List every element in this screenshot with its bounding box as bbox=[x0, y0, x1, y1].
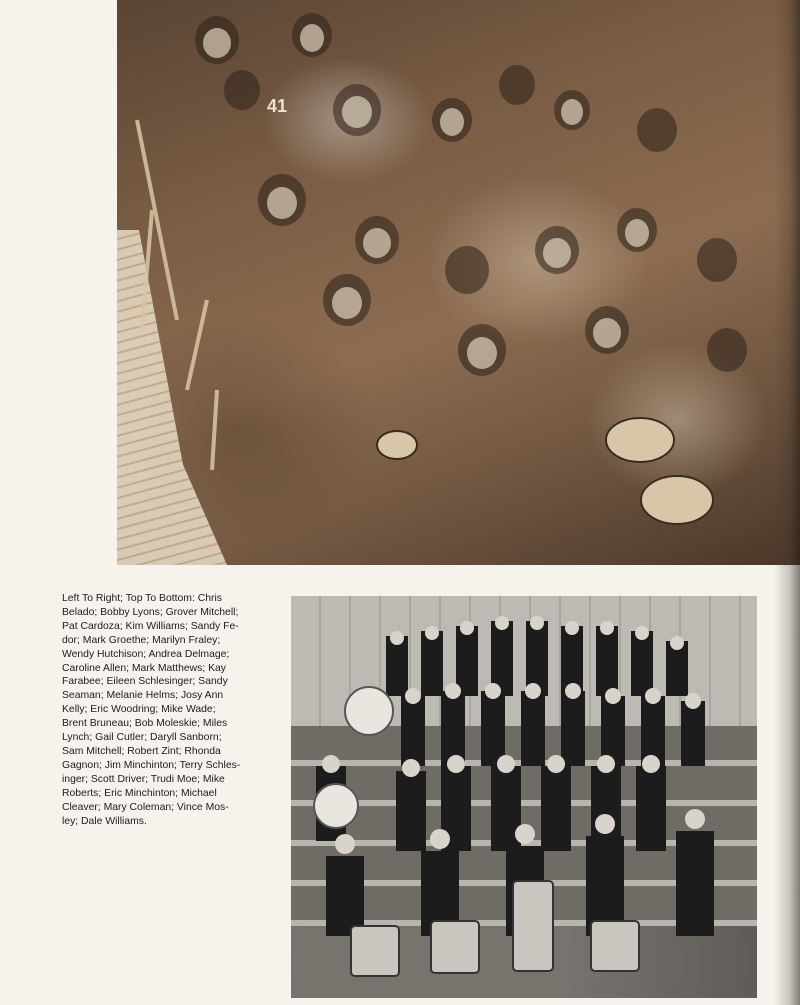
caption-line: ley; Dale Williams. bbox=[62, 815, 147, 827]
band-formal-photo bbox=[291, 596, 757, 998]
caption-line: Roberts; Eric Minchinton; Michael bbox=[62, 787, 217, 799]
page-gutter-shadow bbox=[774, 0, 800, 1005]
caption-line: Left To Right; Top To Bottom: Chris bbox=[62, 593, 222, 604]
caption-line: dor; Mark Groethe; Marilyn Fraley; bbox=[62, 634, 221, 646]
caption-line: Kelly; Eric Woodring; Mike Wade; bbox=[62, 704, 216, 716]
jersey-number: 41 bbox=[267, 96, 288, 116]
caption-line: Pat Cardoza; Kim Williams; Sandy Fe- bbox=[62, 620, 239, 632]
caption-line: Farabee; Eileen Schlesinger; Sandy bbox=[62, 676, 228, 688]
caption-line: Caroline Allen; Mark Matthews; Kay bbox=[62, 662, 227, 674]
crowd-silhouettes bbox=[117, 0, 800, 565]
caption-line: inger; Scott Driver; Trudi Moe; Mike bbox=[62, 773, 225, 785]
photo-caption bbox=[62, 592, 287, 828]
caption-line: Lynch; Gail Cutler; Daryll Sanborn; bbox=[62, 732, 222, 744]
caption-line: Brent Bruneau; Bob Moleskie; Miles bbox=[62, 718, 228, 730]
band-group-photo-sepia bbox=[117, 0, 800, 565]
caption-line: Wendy Hutchison; Andrea Delmage; bbox=[62, 648, 230, 660]
caption-line: Cleaver; Mary Coleman; Vince Mos- bbox=[62, 801, 229, 813]
caption-line: Gagnon; Jim Minchinton; Terry Schles- bbox=[62, 759, 241, 771]
caption-line: Sam Mitchell; Robert Zint; Rhonda bbox=[62, 745, 221, 757]
caption-line: Seaman; Melanie Helms; Josy Ann bbox=[62, 690, 224, 702]
band-members bbox=[291, 596, 757, 998]
caption-line: Belado; Bobby Lyons; Grover Mitchell; bbox=[62, 606, 239, 618]
